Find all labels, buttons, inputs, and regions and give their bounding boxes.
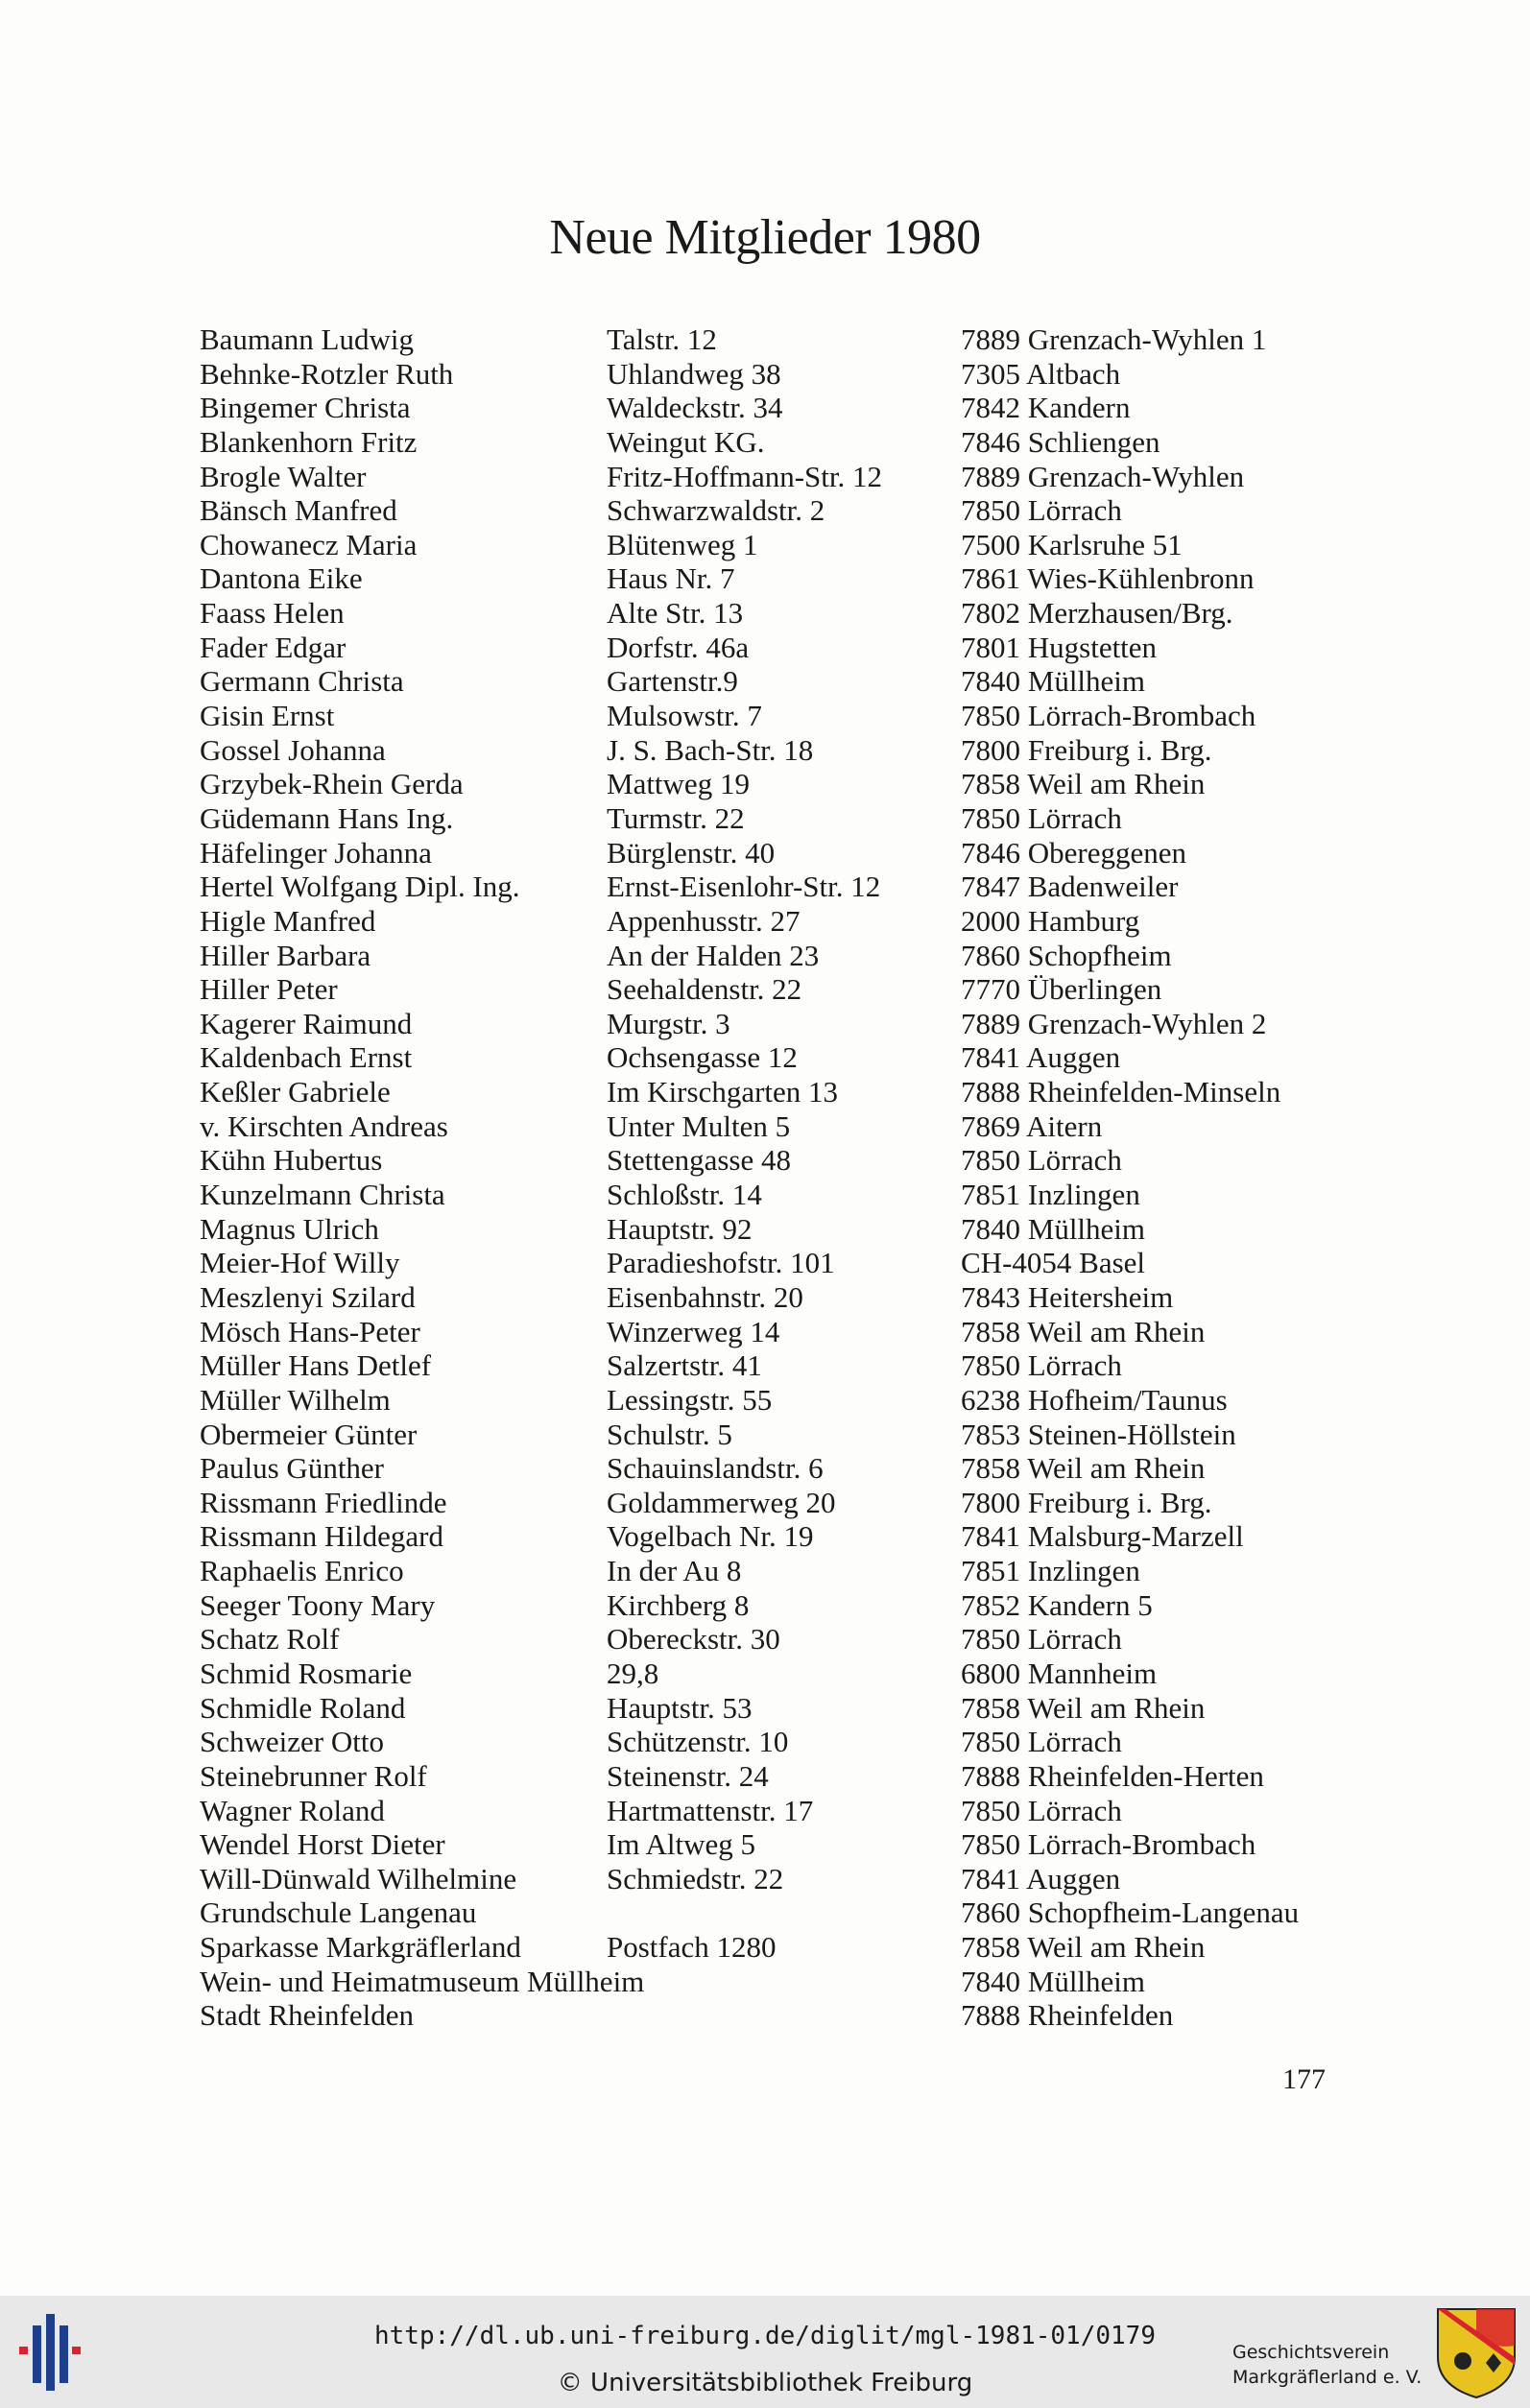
member-city: 7842 Kandern [961,391,1131,425]
member-street: Kirchberg 8 [607,1587,750,1622]
member-row [200,664,1361,699]
member-name: Gossel Johanna [200,732,386,767]
member-name: Wein- und Heimatmuseum Müllheim [200,1964,645,1998]
member-street: Appenhusstr. 27 [607,903,801,938]
member-city: 7840 Müllheim [961,664,1146,699]
member-street: Turmstr. 22 [607,800,745,835]
member-name: Stadt Rheinfelden [200,1998,414,2033]
member-name: Paulus Günther [200,1451,385,1486]
member-row [200,1965,1361,1999]
member-row [200,1895,1361,1930]
member-name: Kühn Hubertus [200,1143,383,1178]
member-city: 7858 Weil am Rhein [961,1314,1206,1348]
member-city: 7840 Müllheim [961,1211,1146,1246]
member-street: Weingut KG. [607,424,765,459]
member-street: Stettengasse 48 [607,1143,791,1178]
member-name: Bingemer Christa [200,391,411,425]
member-row [200,939,1361,973]
member-row [200,1143,1361,1178]
member-street: Eisenbahnstr. 20 [607,1279,803,1314]
member-row [200,460,1361,494]
page-title: Neue Mitglieder 1980 [549,210,981,265]
member-row [200,631,1361,665]
member-row [200,1348,1361,1383]
member-name: Higle Manfred [200,903,376,938]
member-name: Kunzelmann Christa [200,1178,445,1212]
member-city: 7850 Lörrach [961,1725,1122,1759]
member-city: 7889 Grenzach-Wyhlen 2 [961,1006,1267,1040]
member-name: Grzybek-Rhein Gerda [200,767,464,801]
member-city: 7858 Weil am Rhein [961,1930,1206,1965]
document-url-link[interactable]: http://dl.ub.uni-freiburg.de/diglit/mgl-1981-01/0179 [374,2322,1156,2350]
member-name: Güdemann Hans Ing. [200,800,454,835]
member-city: 7800 Freiburg i. Brg. [961,1485,1212,1519]
member-list [200,322,1361,2033]
member-row [200,596,1361,631]
member-city: 7861 Wies-Kühlenbronn [961,561,1255,596]
member-street: Goldammerweg 20 [607,1485,836,1519]
member-row [200,733,1361,768]
member-city: 7850 Lörrach-Brombach [961,699,1256,733]
copyright-notice: © Universitätsbibliothek Freiburg [557,2369,973,2397]
member-city: 6238 Hofheim/Taunus [961,1382,1228,1417]
member-row [200,1109,1361,1144]
member-street: Bürglenstr. 40 [607,835,776,870]
member-row [200,528,1361,562]
member-row [200,1383,1361,1418]
member-city: 7860 Schopfheim [961,938,1172,972]
member-name: Schmid Rosmarie [200,1656,413,1690]
member-city: 7888 Rheinfelden [961,1998,1174,2033]
member-city: 7846 Schliengen [961,424,1160,459]
member-name: Grundschule Langenau [200,1895,477,1930]
member-street: Paradieshofstr. 101 [607,1246,835,1280]
member-city: 7850 Lörrach [961,800,1122,835]
member-city: 7802 Merzhausen/Brg. [961,596,1233,631]
member-street: Salzertstr. 41 [607,1348,762,1383]
member-row [200,1451,1361,1486]
member-street: Gartenstr.9 [607,664,738,699]
member-row [200,1007,1361,1041]
member-city: 7841 Malsburg-Marzell [961,1519,1244,1554]
member-street: Blütenweg 1 [607,527,758,561]
member-name: Behnke-Rotzler Ruth [200,356,454,391]
society-line-1: Geschichtsverein [1232,2342,1390,2363]
member-street: Vogelbach Nr. 19 [607,1519,814,1554]
member-city: 7305 Altbach [961,356,1121,391]
member-street: Schmiedstr. 22 [607,1861,784,1895]
member-city: 7889 Grenzach-Wyhlen [961,459,1245,493]
member-row [200,836,1361,870]
member-city: 7889 Grenzach-Wyhlen 1 [961,322,1267,356]
member-name: Bänsch Manfred [200,493,397,528]
member-name: Hiller Peter [200,972,338,1007]
member-name: Schmidle Roland [200,1690,406,1725]
member-row [200,767,1361,801]
member-street: Hauptstr. 53 [607,1690,753,1725]
member-name: Schatz Rolf [200,1622,340,1657]
member-city: 7853 Steinen-Höllstein [961,1417,1236,1451]
member-row [200,425,1361,460]
member-row [200,1246,1361,1280]
member-street: Schloßstr. 14 [607,1178,762,1212]
society-line-2: Markgräflerland e. V. [1232,2367,1422,2388]
page-number: 177 [1282,2063,1326,2095]
member-street: Schwarzwaldstr. 2 [607,493,825,528]
member-name: Kagerer Raimund [200,1006,413,1040]
member-street: Waldeckstr. 34 [607,391,783,425]
member-name: Dantona Eike [200,561,363,596]
member-city: 7851 Inzlingen [961,1178,1140,1212]
member-city: 7888 Rheinfelden-Minseln [961,1075,1281,1109]
member-street: 29,8 [607,1656,659,1690]
member-street: Winzerweg 14 [607,1314,780,1348]
member-street: Ernst-Eisenlohr-Str. 12 [607,870,881,904]
member-row [200,1930,1361,1965]
member-name: Wendel Horst Dieter [200,1827,445,1862]
member-name: Will-Dünwald Wilhelmine [200,1861,517,1895]
member-name: Meszlenyi Szilard [200,1279,416,1314]
member-street: Steinenstr. 24 [607,1758,769,1793]
member-city: 7843 Heitersheim [961,1279,1174,1314]
member-street: Unter Multen 5 [607,1109,791,1143]
member-row [200,1315,1361,1349]
member-row [200,1862,1361,1896]
coat-of-arms-icon[interactable] [1436,2307,1517,2403]
society-name [1232,2340,1422,2390]
member-name: Hertel Wolfgang Dipl. Ing. [200,870,520,904]
member-row [200,1725,1361,1759]
member-street: Schützenstr. 10 [607,1725,789,1759]
member-name: Gisin Ernst [200,699,335,733]
member-street: Talstr. 12 [607,322,717,356]
member-street: J. S. Bach-Str. 18 [607,732,814,767]
member-name: Steinebrunner Rolf [200,1758,427,1793]
member-city: 7846 Obereggenen [961,835,1186,870]
member-name: Müller Hans Detlef [200,1348,432,1383]
member-row [200,1040,1361,1075]
member-row [200,1486,1361,1520]
member-city: 7500 Karlsruhe 51 [961,527,1183,561]
member-name: Faass Helen [200,596,345,631]
member-street: Seehaldenstr. 22 [607,972,802,1007]
member-row [200,870,1361,904]
member-name: Chowanecz Maria [200,527,418,561]
member-city: 7851 Inzlingen [961,1554,1140,1588]
member-city: 6800 Mannheim [961,1656,1158,1690]
member-city: 7860 Schopfheim-Langenau [961,1895,1300,1930]
member-name: Meier-Hof Willy [200,1246,400,1280]
member-row [200,1998,1361,2033]
member-row [200,1794,1361,1828]
member-row [200,699,1361,733]
member-street: Hartmattenstr. 17 [607,1793,814,1827]
member-city: 7858 Weil am Rhein [961,767,1206,801]
member-street: Fritz-Hoffmann-Str. 12 [607,459,883,493]
member-street: Im Kirschgarten 13 [607,1075,839,1109]
member-street: Im Altweg 5 [607,1827,755,1862]
member-street: Obereckstr. 30 [607,1622,780,1657]
member-row [200,322,1361,357]
member-city: CH-4054 Basel [961,1246,1146,1280]
member-row [200,1519,1361,1554]
member-row [200,1657,1361,1691]
member-city: 7852 Kandern 5 [961,1587,1153,1622]
member-name: Hiller Barbara [200,938,371,972]
member-city: 7841 Auggen [961,1040,1121,1075]
member-name: Häfelinger Johanna [200,835,432,870]
member-street: Mulsowstr. 7 [607,699,762,733]
member-city: 7850 Lörrach [961,1793,1122,1827]
member-street: Uhlandweg 38 [607,356,781,391]
member-street: Schulstr. 5 [607,1417,732,1451]
member-name: Brogle Walter [200,459,367,493]
member-city: 7869 Aitern [961,1109,1103,1143]
member-name: Raphaelis Enrico [200,1554,404,1588]
member-city: 7800 Freiburg i. Brg. [961,732,1212,767]
member-name: v. Kirschten Andreas [200,1109,448,1143]
member-city: 7841 Auggen [961,1861,1121,1895]
member-row [200,357,1361,392]
member-row [200,1178,1361,1212]
member-city: 7850 Lörrach [961,1143,1122,1178]
member-row [200,1622,1361,1657]
member-city: 7858 Weil am Rhein [961,1451,1206,1486]
member-row [200,1418,1361,1452]
member-name: Sparkasse Markgräflerland [200,1930,521,1965]
member-city: 7858 Weil am Rhein [961,1690,1206,1725]
member-name: Rissmann Friedlinde [200,1485,447,1519]
member-name: Keßler Gabriele [200,1075,391,1109]
member-street: Schauinslandstr. 6 [607,1451,824,1486]
member-city: 7840 Müllheim [961,1964,1146,1998]
member-street: Ochsengasse 12 [607,1040,798,1075]
member-row [200,391,1361,425]
member-city: 7850 Lörrach [961,1348,1122,1383]
member-name: Mösch Hans-Peter [200,1314,420,1348]
member-name: Obermeier Günter [200,1417,418,1451]
member-row [200,1280,1361,1315]
member-city: 7850 Lörrach [961,1622,1122,1657]
member-city: 7770 Überlingen [961,972,1162,1007]
member-street: In der Au 8 [607,1554,742,1588]
member-name: Wagner Roland [200,1793,385,1827]
member-city: 7801 Hugstetten [961,630,1158,664]
member-row [200,1691,1361,1726]
member-row [200,904,1361,939]
member-street: Haus Nr. 7 [607,561,735,596]
member-name: Kaldenbach Ernst [200,1040,413,1075]
member-name: Fader Edgar [200,630,347,664]
member-city: 7888 Rheinfelden-Herten [961,1758,1264,1793]
member-city: 7850 Lörrach-Brombach [961,1827,1256,1862]
member-name: Blankenhorn Fritz [200,424,418,459]
member-street: Hauptstr. 92 [607,1211,753,1246]
member-row [200,1827,1361,1862]
member-city: 7847 Badenweiler [961,870,1179,904]
member-street: Alte Str. 13 [607,596,744,631]
member-name: Germann Christa [200,664,404,699]
member-street: An der Halden 23 [607,938,820,972]
member-city: 7850 Lörrach [961,493,1122,528]
member-street: Murgstr. 3 [607,1006,730,1040]
member-row [200,561,1361,596]
member-street: Postfach 1280 [607,1930,777,1965]
member-row [200,1212,1361,1247]
member-name: Magnus Ulrich [200,1211,379,1246]
member-row [200,801,1361,836]
member-street: Dorfstr. 46a [607,630,750,664]
member-row [200,1554,1361,1588]
member-row [200,1075,1361,1109]
member-name: Schweizer Otto [200,1725,384,1759]
member-name: Baumann Ludwig [200,322,414,356]
member-row [200,1588,1361,1623]
member-city: 2000 Hamburg [961,903,1140,938]
member-street: Mattweg 19 [607,767,750,801]
member-name: Müller Wilhelm [200,1382,391,1417]
member-row [200,1759,1361,1794]
member-name: Rissmann Hildegard [200,1519,443,1554]
member-row [200,972,1361,1007]
member-name: Seeger Toony Mary [200,1587,436,1622]
member-row [200,493,1361,528]
member-street: Lessingstr. 55 [607,1382,773,1417]
